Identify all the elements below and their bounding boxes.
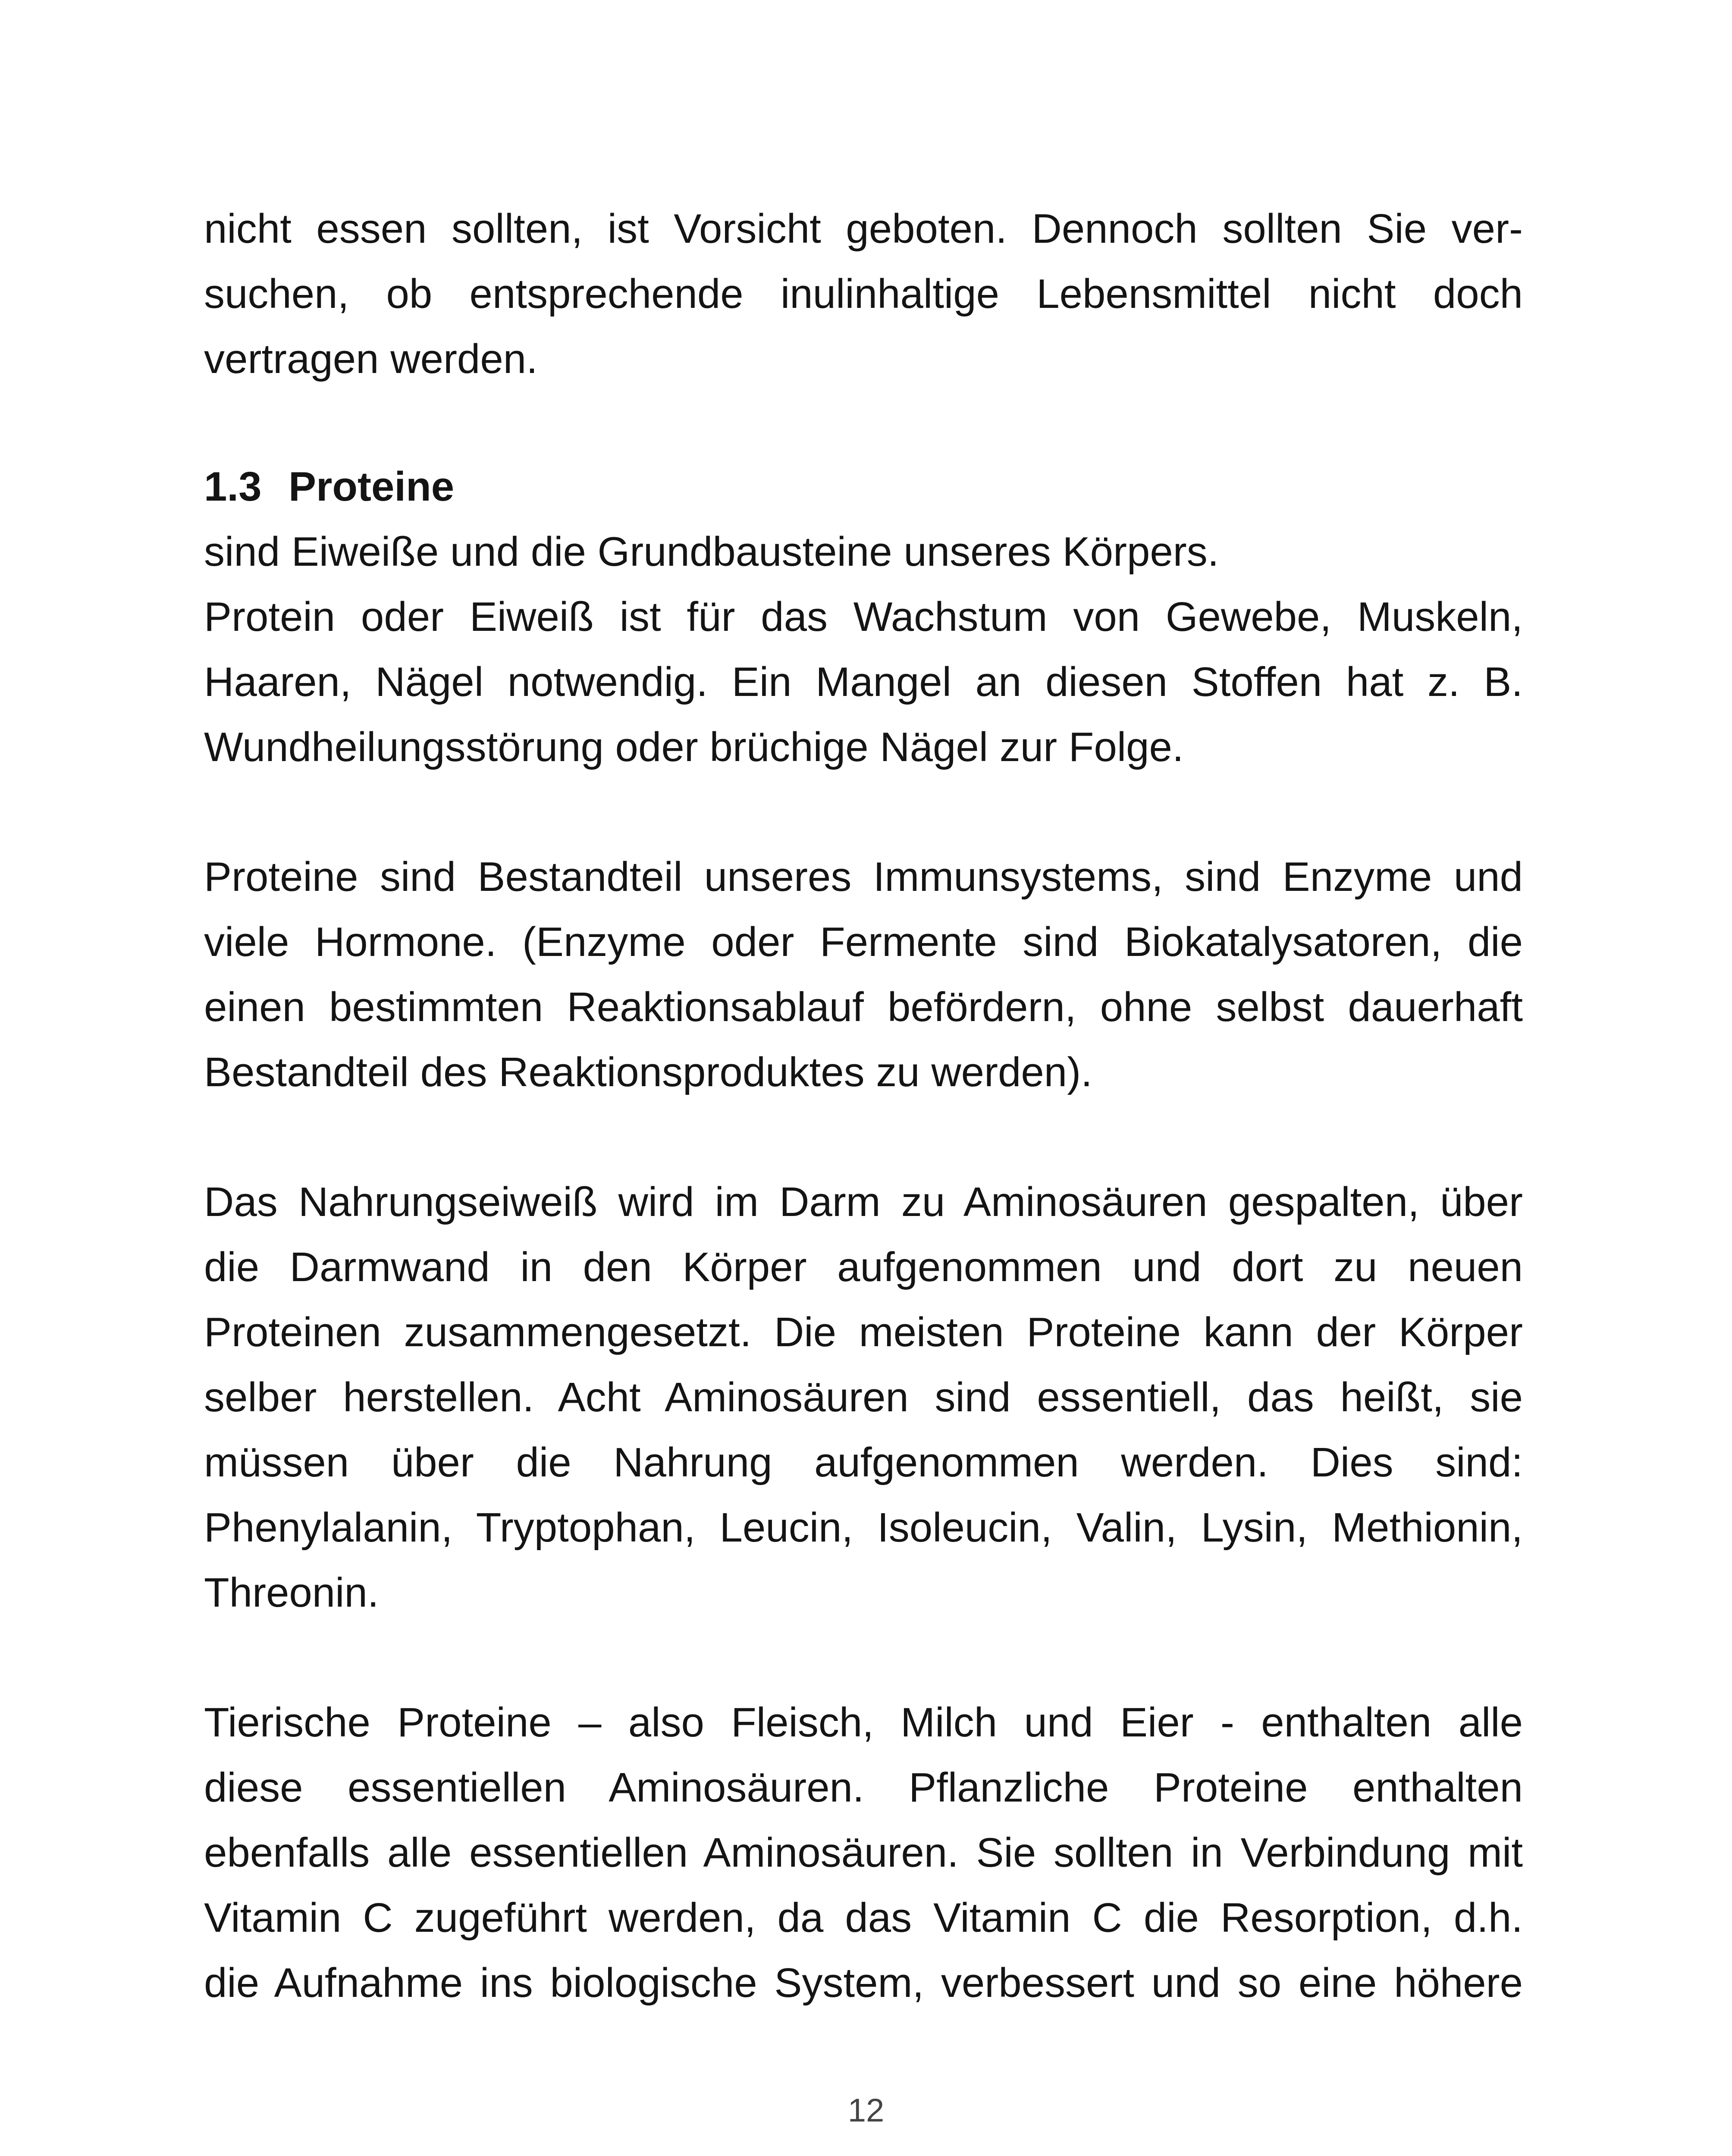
section-title: Proteine [289,464,455,510]
page-number: 12 [847,2092,885,2129]
paragraph-1 [204,519,1523,780]
text-line: Tierische Proteine – also Fleisch, Milch und Eier - enthalten alle [204,1699,1523,1745]
text-line: sind Eiweiße und die Grundbausteine unseres Körpers. [204,529,1219,575]
text-line: Vitamin C zugeführt werden, da das Vitamin C die Resorption, d.h. [204,1895,1523,1941]
paragraph-3 [204,1169,1523,1625]
section-number: 1.3 [204,464,262,510]
text-line: viele Hormone. (Enzyme oder Fermente sind Biokatalysatoren, die [204,919,1523,965]
text-line: selber herstellen. Acht Aminosäuren sind essentiell, das heißt, sie [204,1374,1523,1420]
text-line: die Darmwand in den Körper aufgenommen und dort zu neuen [204,1244,1523,1290]
text-line: suchen, ob entsprechende inulinhaltige Lebensmittel nicht doch [204,271,1523,317]
text-line: Protein oder Eiweiß ist für das Wachstum von Gewebe, Muskeln, [204,594,1523,640]
text-line: Haaren, Nägel notwendig. Ein Mangel an diesen Stoffen hat z. B. [204,659,1523,705]
text-line: nicht essen sollten, ist Vorsicht geboten. Dennoch sollten Sie ver- [204,206,1523,252]
document-page [204,196,1523,2015]
text-line: Bestandteil des Reaktionsproduktes zu werden). [204,1049,1092,1095]
paragraph-4 [204,1690,1523,2015]
text-line: diese essentiellen Aminosäuren. Pflanzliche Proteine enthalten [204,1764,1523,1811]
paragraph-2 [204,844,1523,1105]
text-line: die Aufnahme ins biologische System, verbessert und so eine höhere [204,1960,1523,2006]
text-line: Proteine sind Bestandteil unseres Immunsystems, sind Enzyme und [204,854,1523,900]
text-line: Phenylalanin, Tryptophan, Leucin, Isoleucin, Valin, Lysin, Methionin, [204,1504,1523,1551]
text-line: einen bestimmten Reaktionsablauf befördern, ohne selbst dauerhaft [204,984,1523,1030]
text-line: Wundheilungsstörung oder brüchige Nägel zur Folge. [204,724,1184,770]
intro-paragraph [204,196,1523,392]
section-heading [204,454,1523,519]
text-line: vertragen werden. [204,336,538,382]
text-line: Threonin. [204,1570,379,1616]
text-line: Proteinen zusammengesetzt. Die meisten Proteine kann der Körper [204,1309,1523,1355]
text-line: Das Nahrungseiweiß wird im Darm zu Aminosäuren gespalten, über [204,1179,1523,1225]
text-line: müssen über die Nahrung aufgenommen werden. Dies sind: [204,1439,1523,1485]
text-line: ebenfalls alle essentiellen Aminosäuren. Sie sollten in Verbindung mit [204,1830,1523,1876]
